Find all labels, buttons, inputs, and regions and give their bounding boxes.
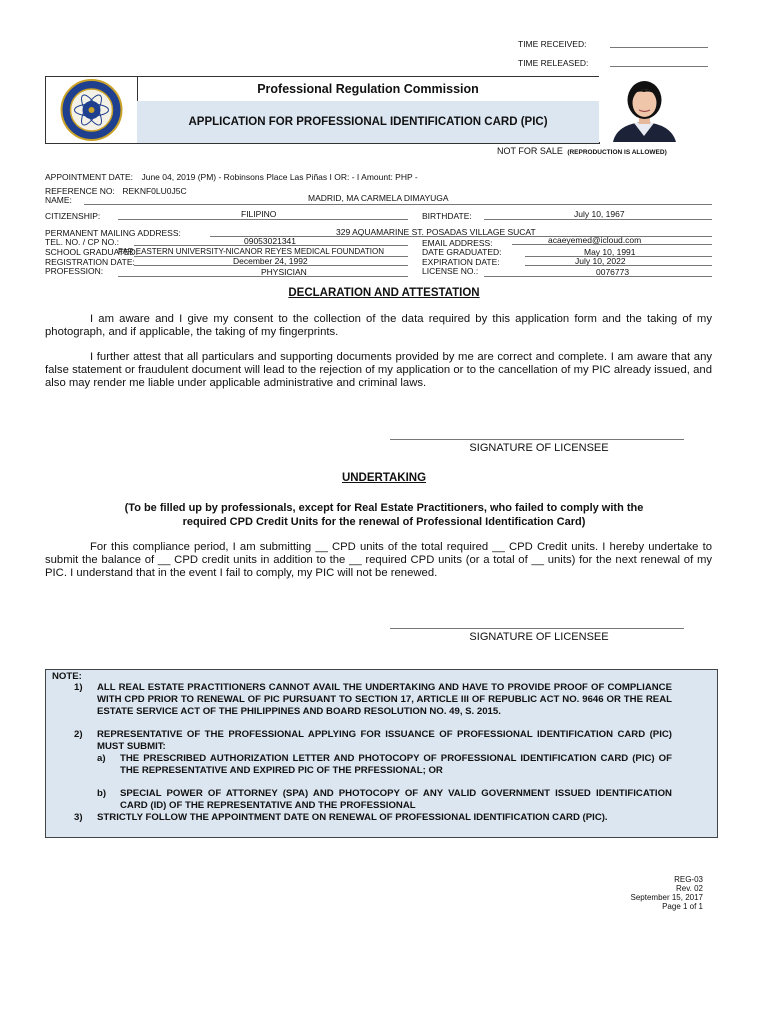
applicant-portrait-icon <box>599 76 690 142</box>
profession-value: PHYSICIAN <box>261 267 307 277</box>
declaration-paragraph-2: I further attest that all particulars and supporting documents provided by me are correct and complete. I am aware that any false statement or fraudulent document will lead to the rejection of my application or to the cancellation of my PIC already issued, and also may render me liable under applicable administrative and criminal laws. <box>45 351 712 389</box>
prc-seal-icon <box>46 77 137 143</box>
profession-label: PROFESSION: <box>45 266 104 276</box>
citizenship-value: FILIPINO <box>241 209 277 219</box>
undertaking-signature-line[interactable] <box>390 628 684 629</box>
undertaking-paragraph: For this compliance period, I am submitting __ CPD units of the total required __ CPD Credit units. I hereby undertake to submit the balance of __ CPD credit units in addition to the __ required CPD units (or a total of __ units) for the next renewal of my PIC. I understand that in the event I fail to comply, my PIC will not be renewed. <box>45 541 712 579</box>
address-label: PERMANENT MAILING ADDRESS: <box>45 228 181 238</box>
name-value: MADRID, MA CARMELA DIMAYUGA <box>308 193 449 203</box>
tel-label: TEL. NO. / CP NO.: <box>45 237 119 247</box>
email-label: EMAIL ADDRESS: <box>422 238 493 248</box>
undertaking-subtitle-line-1: (To be filled up by professionals, except for Real Estate Practitioners, who failed to comply with the <box>124 502 644 514</box>
note-item-1-number: 1) <box>74 682 83 693</box>
birthdate-label: BIRTHDATE: <box>422 211 472 221</box>
reproduction-note: (REPRODUCTION IS ALLOWED) <box>567 149 667 156</box>
org-name: Professional Regulation Commission <box>137 77 599 102</box>
registration-date-value: December 24, 1992 <box>233 256 308 266</box>
note-item-2-number: 2) <box>74 729 83 740</box>
reference-value: REKNF0LU0J5C <box>122 186 187 196</box>
form-date: September 15, 2017 <box>630 893 703 902</box>
applicant-photo <box>599 76 690 142</box>
address-value: 329 AQUAMARINE ST. POSADAS VILLAGE SUCAT <box>336 227 536 237</box>
license-field[interactable] <box>484 276 712 277</box>
registration-date-field[interactable] <box>134 265 408 266</box>
undertaking-subtitle-line-2: required CPD Credit Units for the renewal of Professional Identification Card) <box>182 515 586 528</box>
undertaking-subtitle <box>0 502 768 529</box>
school-value: FAR EASTERN UNIVERSITY-NICANOR REYES MEDICAL FOUNDATION <box>118 247 384 256</box>
name-field[interactable] <box>84 204 712 205</box>
form-footer <box>631 875 704 911</box>
form-header <box>45 76 600 144</box>
declaration-paragraph-1: I am aware and I give my consent to the collection of the data required by this application form and the taking of my photograph, and if applicable, the taking of my fingerprints. <box>45 313 712 338</box>
expiration-date-value: July 10, 2022 <box>575 256 626 266</box>
declaration-signature-label: SIGNATURE OF LICENSEE <box>469 442 609 454</box>
school-label: SCHOOL GRADUATED: <box>45 247 139 257</box>
birthdate-field[interactable] <box>484 219 712 220</box>
note-item-3-number: 3) <box>74 812 83 823</box>
date-graduated-label: DATE GRADUATED: <box>422 247 502 257</box>
note-item-2a: THE PRESCRIBED AUTHORIZATION LETTER AND PHOTOCOPY OF PROFESSIONAL IDENTIFICATION CARD (PIC) OF THE REPRESENTATIVE AND EXPIRED PIC OF THE PRFESSIONAL; OR <box>120 753 672 776</box>
not-for-sale <box>497 141 667 159</box>
note-label: NOTE: <box>52 671 82 682</box>
email-value: acaeyemed@icloud.com <box>548 235 642 245</box>
undertaking-signature-label: SIGNATURE OF LICENSEE <box>469 631 609 643</box>
citizenship-label: CITIZENSHIP: <box>45 211 101 221</box>
undertaking-title: UNDERTAKING <box>341 472 427 484</box>
reference-label: REFERENCE NO: <box>45 186 115 196</box>
email-field[interactable] <box>512 244 712 245</box>
note-box <box>45 669 718 838</box>
license-label: LICENSE NO.: <box>422 266 479 276</box>
license-value: 0076773 <box>596 267 630 277</box>
note-item-2b: SPECIAL POWER OF ATTORNEY (SPA) AND PHOTOCOPY OF ANY VALID GOVERNMENT ISSUED IDENTIFICATION CARD (ID) OF THE REPRESENTATIVE AND THE PROFESSIONAL <box>120 788 672 811</box>
birthdate-value: July 10, 1967 <box>574 209 625 219</box>
tel-value: 09053021341 <box>244 236 297 246</box>
seal-cell <box>46 77 138 143</box>
time-received-field[interactable] <box>610 47 708 48</box>
form-revision: Rev. 02 <box>676 884 703 893</box>
declaration-title: DECLARATION AND ATTESTATION <box>288 287 480 299</box>
registration-date-label: REGISTRATION DATE: <box>45 257 135 267</box>
declaration-signature-line[interactable] <box>390 439 684 440</box>
note-item-2: REPRESENTATIVE OF THE PROFESSIONAL APPLYING FOR ISSUANCE OF PROFESSIONAL IDENTIFICATION CARD (PIC) MUST SUBMIT: <box>97 729 672 752</box>
appointment-label: APPOINTMENT DATE: <box>45 172 134 182</box>
date-graduated-value: May 10, 1991 <box>584 247 636 257</box>
time-released-field[interactable] <box>610 66 708 67</box>
form-title: APPLICATION FOR PROFESSIONAL IDENTIFICATION CARD (PIC) <box>137 101 599 143</box>
not-for-sale-label: NOT FOR SALE <box>497 146 563 156</box>
note-item-2b-letter: b) <box>97 788 107 799</box>
time-received-label: TIME RECEIVED: <box>518 39 587 49</box>
time-released-label: TIME RELEASED: <box>518 58 589 68</box>
expiration-date-field[interactable] <box>525 265 712 266</box>
note-item-1: ALL REAL ESTATE PRACTITIONERS CANNOT AVAIL THE UNDERTAKING AND HAVE TO PROVIDE PROOF OF COMPLIANCE WITH CPD PRIOR TO RENEWAL OF PIC PURSUANT TO SECTION 17, ARTICLE III OF REPUBLIC ACT NO. 9646 OR THE REAL ESTATE SERVICE ACT OF THE PHILIPPINES AND BOARD RESOLUTION NO. 49, S. 2015. <box>97 682 672 717</box>
profession-field[interactable] <box>118 276 408 277</box>
citizenship-field[interactable] <box>118 219 408 220</box>
note-item-2a-letter: a) <box>97 753 106 764</box>
page-number: Page 1 of 1 <box>662 902 703 911</box>
tel-field[interactable] <box>134 245 408 246</box>
name-label: NAME: <box>45 195 72 205</box>
expiration-date-label: EXPIRATION DATE: <box>422 257 500 267</box>
note-item-3: STRICTLY FOLLOW THE APPOINTMENT DATE ON RENEWAL OF PROFESSIONAL IDENTIFICATION CARD (PIC). <box>97 812 608 823</box>
appointment-value: June 04, 2019 (PM) - Robinsons Place Las Piñas I OR: - I Amount: PHP - <box>141 172 418 182</box>
form-code: REG-03 <box>674 875 703 884</box>
